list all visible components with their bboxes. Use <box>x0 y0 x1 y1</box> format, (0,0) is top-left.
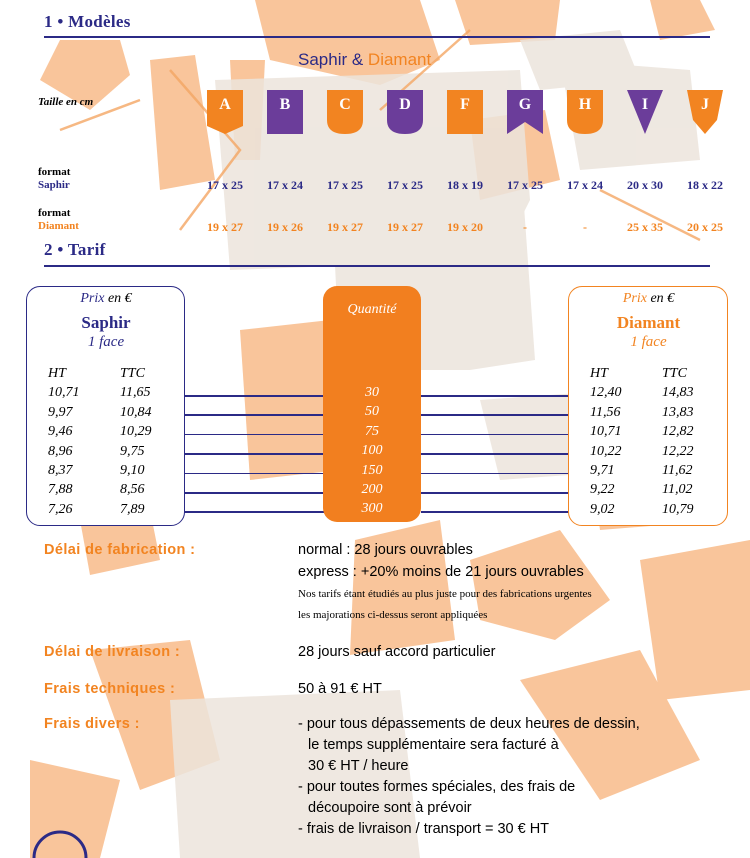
diamant-sizes-cell: 19 x 26 <box>267 220 303 234</box>
price-row <box>48 442 152 461</box>
diamant-sizes-cell: - <box>583 220 587 234</box>
quantity-value: 200 <box>361 482 383 497</box>
divers-line: 30 € HT / heure <box>308 758 409 774</box>
model-letter: B <box>279 96 291 113</box>
price-ht: 12,40 <box>590 385 622 401</box>
price-ttc: 11,62 <box>662 463 693 479</box>
price-ttc: 7,89 <box>120 501 145 517</box>
saphir-prix-word: Prix <box>80 291 105 306</box>
price-row <box>590 500 694 519</box>
price-row <box>48 403 152 422</box>
price-ht: 10,71 <box>48 385 80 401</box>
size-label: Taille en cm <box>38 96 94 108</box>
model-letter: F <box>460 96 470 113</box>
price-ht: 9,71 <box>590 463 615 479</box>
saphir-name: Saphir <box>81 313 131 332</box>
model-flag-i <box>627 90 663 134</box>
price-ht: 9,97 <box>48 404 73 420</box>
diamant-sizes-cell: 19 x 27 <box>207 220 243 234</box>
quantity-value: 30 <box>365 385 379 400</box>
price-ht: 7,88 <box>48 482 73 498</box>
price-ht: 8,37 <box>48 463 73 479</box>
diamant-face: 1 face <box>630 334 667 350</box>
price-row <box>48 383 152 402</box>
model-flag-f <box>447 90 483 134</box>
section-title-tarif: 2 • Tarif <box>44 240 106 259</box>
header-ttc: TTC <box>662 366 687 381</box>
price-ttc: 11,02 <box>662 482 693 498</box>
saphir-sizes-cell: 17 x 25 <box>387 178 423 192</box>
format-diamant-label <box>38 207 79 233</box>
quantity-value: 50 <box>365 404 379 420</box>
price-ht: 9,02 <box>590 501 615 517</box>
price-ttc: 9,75 <box>120 443 145 459</box>
quantity-value: 75 <box>365 423 379 439</box>
model-letter: G <box>518 96 532 113</box>
fabrication-note-1: Nos tarifs étant étudiés au plus juste pour des fabrications urgentes <box>298 588 592 600</box>
price-ttc: 8,56 <box>120 482 145 498</box>
price-row <box>590 480 694 499</box>
subtitle-diamant: Diamant <box>363 50 432 69</box>
diamant-sizes-cell: 19 x 27 <box>387 220 423 234</box>
techniques-label: Frais techniques : <box>44 681 176 697</box>
saphir-sizes-cell: 17 x 25 <box>207 178 243 192</box>
header-ttc: TTC <box>120 366 145 381</box>
model-flag-d <box>387 90 423 134</box>
diamant-prix-unit: en € <box>646 291 675 306</box>
quantity-label: Quantité <box>347 302 397 317</box>
fabrication-note-2: les majorations ci-dessus seront appliquées <box>298 609 488 621</box>
model-flag-g <box>507 90 543 134</box>
diamant-sizes-cell: - <box>523 220 527 234</box>
subtitle-saphir: Saphir & <box>298 50 364 69</box>
price-ht: 11,56 <box>590 404 621 420</box>
quantity-value: 150 <box>361 462 383 478</box>
diamant-sizes-cell: 25 x 35 <box>627 220 663 234</box>
connector-right <box>421 473 569 475</box>
price-ttc: 12,22 <box>662 443 694 459</box>
price-row <box>48 461 152 480</box>
connector-right <box>421 395 569 397</box>
diamant-prix-word: Prix <box>622 291 647 306</box>
header-ht: HT <box>48 366 66 381</box>
price-row <box>590 383 694 402</box>
price-ht: 8,96 <box>48 443 73 459</box>
models-subtitle <box>298 50 431 70</box>
model-letter: C <box>339 96 351 113</box>
diamant-price-table <box>590 364 694 519</box>
model-letter: J <box>701 96 709 113</box>
price-ht: 10,22 <box>590 443 622 459</box>
section-title-modeles: 1 • Modèles <box>44 12 131 31</box>
price-ttc: 10,79 <box>662 501 694 517</box>
connector-left <box>183 434 324 436</box>
quantity-value: 100 <box>361 443 383 459</box>
saphir-sizes-cell: 17 x 24 <box>567 178 603 192</box>
model-letter: H <box>578 96 592 113</box>
model-letter: I <box>641 96 649 113</box>
price-ttc: 11,65 <box>120 385 151 401</box>
price-table-header <box>48 364 152 383</box>
divers-line: découpoire sont à prévoir <box>308 800 472 816</box>
price-row <box>590 422 694 441</box>
divers-label: Frais divers : <box>44 716 140 732</box>
saphir-sizes-cell: 20 x 30 <box>627 178 663 192</box>
saphir-sizes-cell: 17 x 25 <box>507 178 543 192</box>
techniques-text: 50 à 91 € HT <box>298 681 382 697</box>
saphir-face: 1 face <box>87 334 125 350</box>
divers-line: - pour toutes formes spéciales, des frais de <box>298 779 576 795</box>
saphir-label: Saphir <box>38 179 70 191</box>
connector-left <box>183 453 324 455</box>
price-row <box>48 422 152 441</box>
format-word: format <box>38 166 71 178</box>
livraison-label: Délai de livraison : <box>44 644 181 660</box>
saphir-prix-unit: en € <box>104 291 132 306</box>
price-ht: 7,26 <box>48 501 73 517</box>
divers-line: - pour tous dépassements de deux heures de dessin, <box>298 716 640 732</box>
fabrication-express: express : +20% moins de 21 jours ouvrables <box>298 564 584 580</box>
diamant-sizes-cell: 19 x 20 <box>447 220 483 234</box>
section-divider <box>44 36 710 38</box>
price-ttc: 14,83 <box>662 385 694 401</box>
price-row <box>590 461 694 480</box>
price-ht: 9,22 <box>590 482 615 498</box>
connector-left <box>183 511 324 513</box>
saphir-sizes-cell: 18 x 22 <box>687 178 723 192</box>
connector-right <box>421 492 569 494</box>
saphir-sizes-cell: 18 x 19 <box>447 178 483 192</box>
saphir-prix-heading <box>26 291 186 307</box>
diamant-label: Diamant <box>38 220 79 232</box>
format-saphir-label <box>38 166 70 192</box>
connector-right <box>421 511 569 513</box>
connector-right <box>421 434 569 436</box>
diamant-sizes-cell: 19 x 27 <box>327 220 363 234</box>
diamant-name: Diamant <box>616 313 681 332</box>
price-row <box>590 442 694 461</box>
price-ttc: 10,84 <box>120 404 152 420</box>
connector-left <box>183 414 324 416</box>
price-ttc: 9,10 <box>120 463 145 479</box>
price-row <box>590 403 694 422</box>
fabrication-label: Délai de fabrication : <box>44 542 196 558</box>
saphir-price-table <box>48 364 152 519</box>
connector-left <box>183 395 324 397</box>
price-ttc: 10,29 <box>120 424 152 440</box>
diamant-sizes-cell: 20 x 25 <box>687 220 723 234</box>
saphir-sizes-cell: 17 x 25 <box>327 178 363 192</box>
price-row <box>48 480 152 499</box>
connector-right <box>421 414 569 416</box>
model-letter: D <box>399 96 411 113</box>
saphir-sizes-cell: 17 x 24 <box>267 178 303 192</box>
header-ht: HT <box>590 366 608 381</box>
price-table-header <box>590 364 694 383</box>
fabrication-normal: normal : 28 jours ouvrables <box>298 542 473 558</box>
divers-line: - frais de livraison / transport = 30 € HT <box>298 821 550 837</box>
price-ttc: 13,83 <box>662 404 694 420</box>
diamant-prix-heading <box>568 291 729 307</box>
livraison-text: 28 jours sauf accord particulier <box>298 644 496 660</box>
model-flag-c <box>327 90 363 134</box>
connector-right <box>421 453 569 455</box>
model-letter: A <box>219 96 231 113</box>
price-row <box>48 500 152 519</box>
divers-line: le temps supplémentaire sera facturé à <box>308 737 559 753</box>
model-flag-h <box>567 90 603 134</box>
connector-left <box>183 473 324 475</box>
section-divider <box>44 265 710 267</box>
model-flag-j <box>687 90 723 134</box>
price-ttc: 12,82 <box>662 424 694 440</box>
quantity-value: 300 <box>361 501 383 517</box>
connector-left <box>183 492 324 494</box>
price-ht: 9,46 <box>48 424 73 440</box>
price-ht: 10,71 <box>590 424 622 440</box>
model-flag-b <box>267 90 303 134</box>
model-flag-a <box>207 90 243 134</box>
format-word: format <box>38 207 71 219</box>
